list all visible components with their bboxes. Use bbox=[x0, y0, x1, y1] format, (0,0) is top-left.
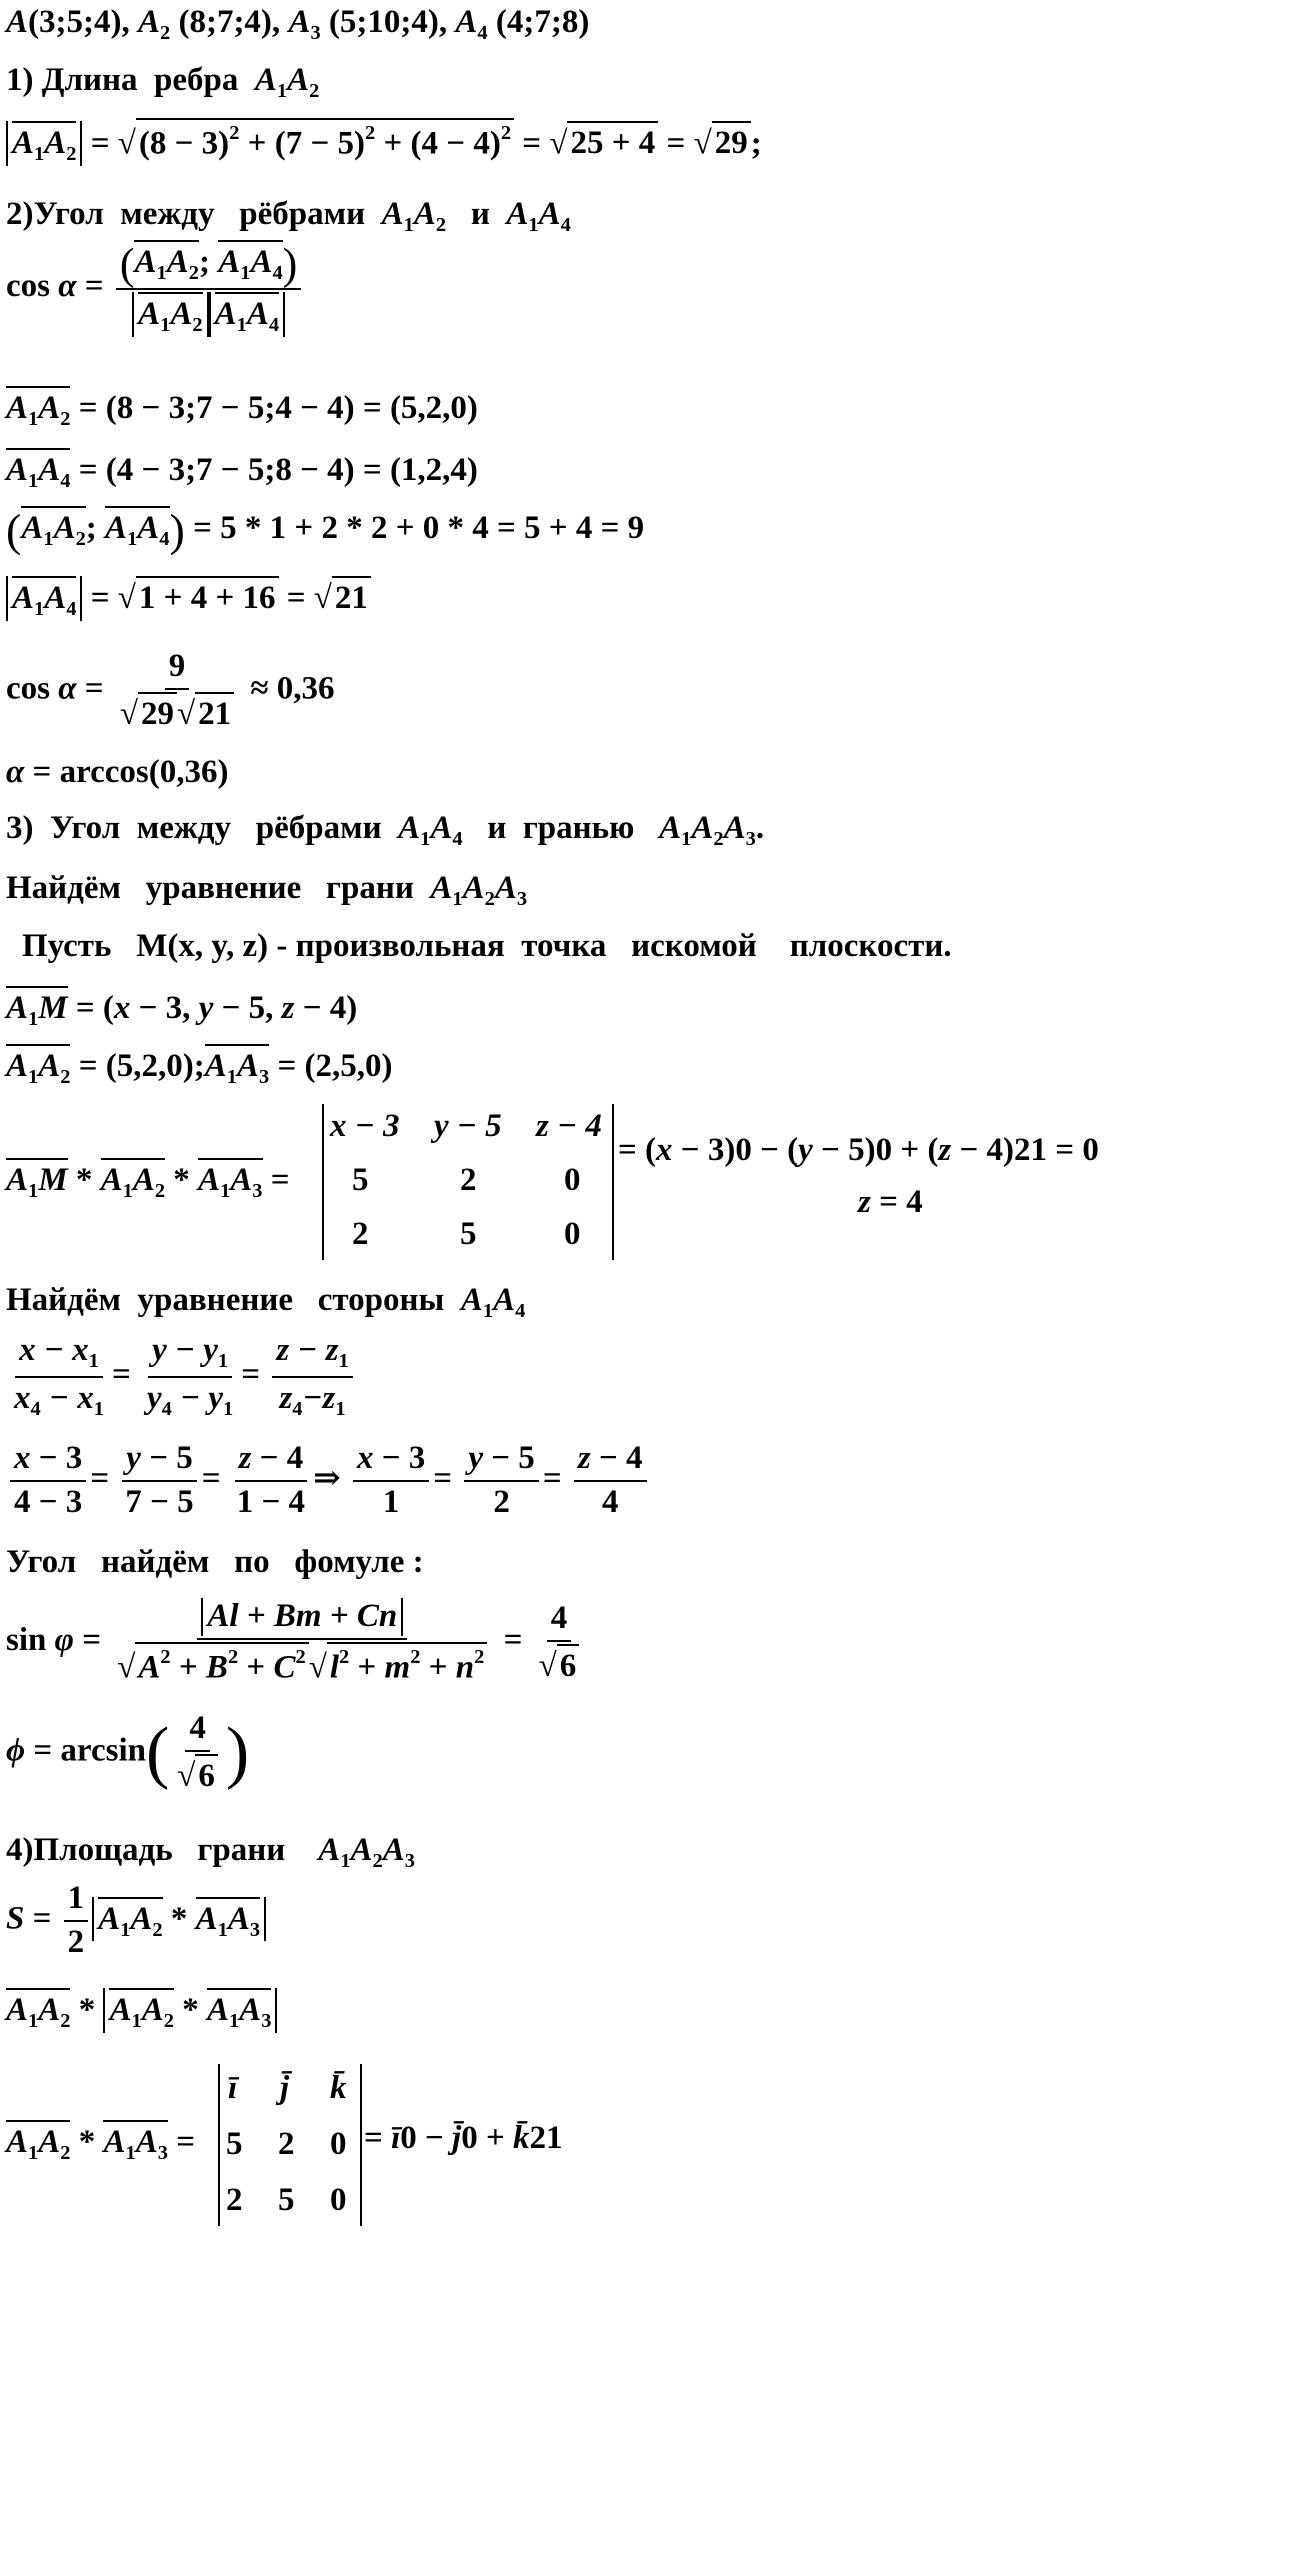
det1-r1c1: x − 3 bbox=[330, 1108, 400, 1144]
det2-r3c1: 2 bbox=[226, 2182, 243, 2218]
det2-r3c2: 5 bbox=[278, 2182, 295, 2218]
mixed-product-rhs: = (x − 3)0 − (y − 5)0 + (z − 4)21 = 0 bbox=[618, 1132, 1099, 1168]
plane-equation: z = 4 bbox=[858, 1184, 923, 1220]
line-equation-general: $\frac{x - x_1}{x_4 - x_1}$ = $\frac{y - y_1}{y_4 - y_1}$ = $\frac{z - z_1}{z_4-z_1}$ bbox=[6, 1332, 357, 1421]
cross-product-rhs: = ī0 − j̄0 + k̄21 bbox=[364, 2120, 563, 2156]
alpha-result: α = arccos(0,36) bbox=[6, 754, 229, 790]
cross-product-determinant bbox=[218, 2064, 362, 2226]
section-4-heading: 4)Площадь грани $A_1A_2A_3$ bbox=[6, 1832, 415, 1873]
line-equation-specific: $\frac{x - 3}{4 - 3}$ = $\frac{y - 5}{7 - 5}$ = $\frac{z - 4}{1 - 4}$ ⇒ $\frac{x - 3}{1}$ = $\frac{y - 5}{2}$ = $\frac{z - 4}{4}$ bbox=[6, 1440, 651, 1522]
mixed-product-determinant bbox=[322, 1104, 614, 1260]
det2-r1c1: ī bbox=[228, 2070, 238, 2106]
cos-formula: cos α = $\frac{(A_1A_2; A_1A_4)}{A_1A_2 A_1A_4}$ bbox=[6, 240, 305, 337]
cross-reference: $A_1A_2 * A_1A_2 * A_1A_3$ bbox=[6, 1988, 277, 2033]
det2-r1c3: k̄ bbox=[330, 2070, 347, 2106]
side-heading: Найдём уравнение стороны $A_1A_4$ bbox=[6, 1282, 526, 1323]
det2-r3c3: 0 bbox=[330, 2182, 347, 2218]
det1-r2c3: 0 bbox=[564, 1162, 581, 1198]
edge-length-equation: $A_1A_2 = √(8 - 3)^2 + (7 - 5)^2 + (4 - 4)^2 = √25 + 4 = √29$; bbox=[6, 118, 762, 166]
det1-r2c2: 2 bbox=[460, 1162, 477, 1198]
vector-a1a4: $A_1A_4 = (4$ − 3;7 − 5;8 − 4) = (1,2,4) bbox=[6, 448, 478, 493]
mixed-product-lhs: $A_1M * A_1A_2 * A_1A_3$ = bbox=[6, 1158, 290, 1203]
det1-r1c3: z − 4 bbox=[536, 1108, 602, 1144]
det1-r3c2: 5 bbox=[460, 1216, 477, 1252]
section-3-heading: 3) Угол между рёбрами $A_1A_4$ и гранью $A_1A_2A_3$. bbox=[6, 810, 765, 851]
vector-a1a2: $A_1A_2 = (8$ − 3;7 − 5;4 − 4) = (5,2,0) bbox=[6, 386, 478, 431]
section-2-heading: 2)Угол между рёбрами $A_1A_2$ и $A_1A_4$ bbox=[6, 196, 571, 237]
length-a1a4: $A_1A_4 = √1 + 4 + 16 = √21$ bbox=[6, 576, 371, 621]
det2-r2c3: 0 bbox=[330, 2126, 347, 2162]
dot-product: ($A_1A_2$; $A_1A_4) = 5 * 1 + 2 * 2 + 0 * 4 = 5 + 4 = 9$ bbox=[6, 504, 645, 556]
sin-formula: sin φ = $\frac{Al + Bm + Cn}{√A^2 + B^2 + C^2√l^2 + m^2 + n^2}$ = $\frac{4}{√6}$ bbox=[6, 1598, 587, 1687]
points-line: A(3;5;4), $A_2$ (8;7;4), $A_3$ (5;10;4), $A_4$ (4;7;8) bbox=[6, 4, 590, 45]
det2-r2c1: 5 bbox=[226, 2126, 243, 2162]
face-heading: Найдём уравнение грани $A_1A_2A_3$ bbox=[6, 870, 528, 911]
vectors-a1a2-a1a3: $A_1A_2$ = $(5,2,0);A_1A_3 = (2,5,0)$ bbox=[6, 1044, 393, 1089]
det1-r1c2: y − 5 bbox=[434, 1108, 502, 1144]
vector-a1m: $A_1M = (x - 3$, y − 5, z − 4) bbox=[6, 986, 357, 1031]
let-m-line: Пусть M(x, y, z) - произвольная точка искомой плоскости. bbox=[22, 928, 952, 964]
area-formula: S = $\frac{1}{2}$ $A_1A_2 * A_1A_3$ bbox=[6, 1880, 266, 1962]
cross-product-lhs: $A_1A_2 * A_1A_3$ = bbox=[6, 2120, 195, 2165]
section-1-heading: 1) Длина ребра $A_1A_2$ bbox=[6, 62, 320, 103]
det1-r3c1: 2 bbox=[352, 1216, 369, 1252]
phi-result: ϕ = arcsin( $\frac{4}{√6}$ ) bbox=[6, 1710, 250, 1794]
angle-formula-heading: Угол найдём по фомуле : bbox=[6, 1544, 424, 1580]
det1-r2c1: 5 bbox=[352, 1162, 369, 1198]
det2-r2c2: 2 bbox=[278, 2126, 295, 2162]
cos-value: cos α = $\frac{9}{√29√21}$ ≈ 0,36 bbox=[6, 648, 335, 732]
det2-r1c2: j̄ bbox=[280, 2070, 290, 2106]
det1-r3c3: 0 bbox=[564, 1216, 581, 1252]
